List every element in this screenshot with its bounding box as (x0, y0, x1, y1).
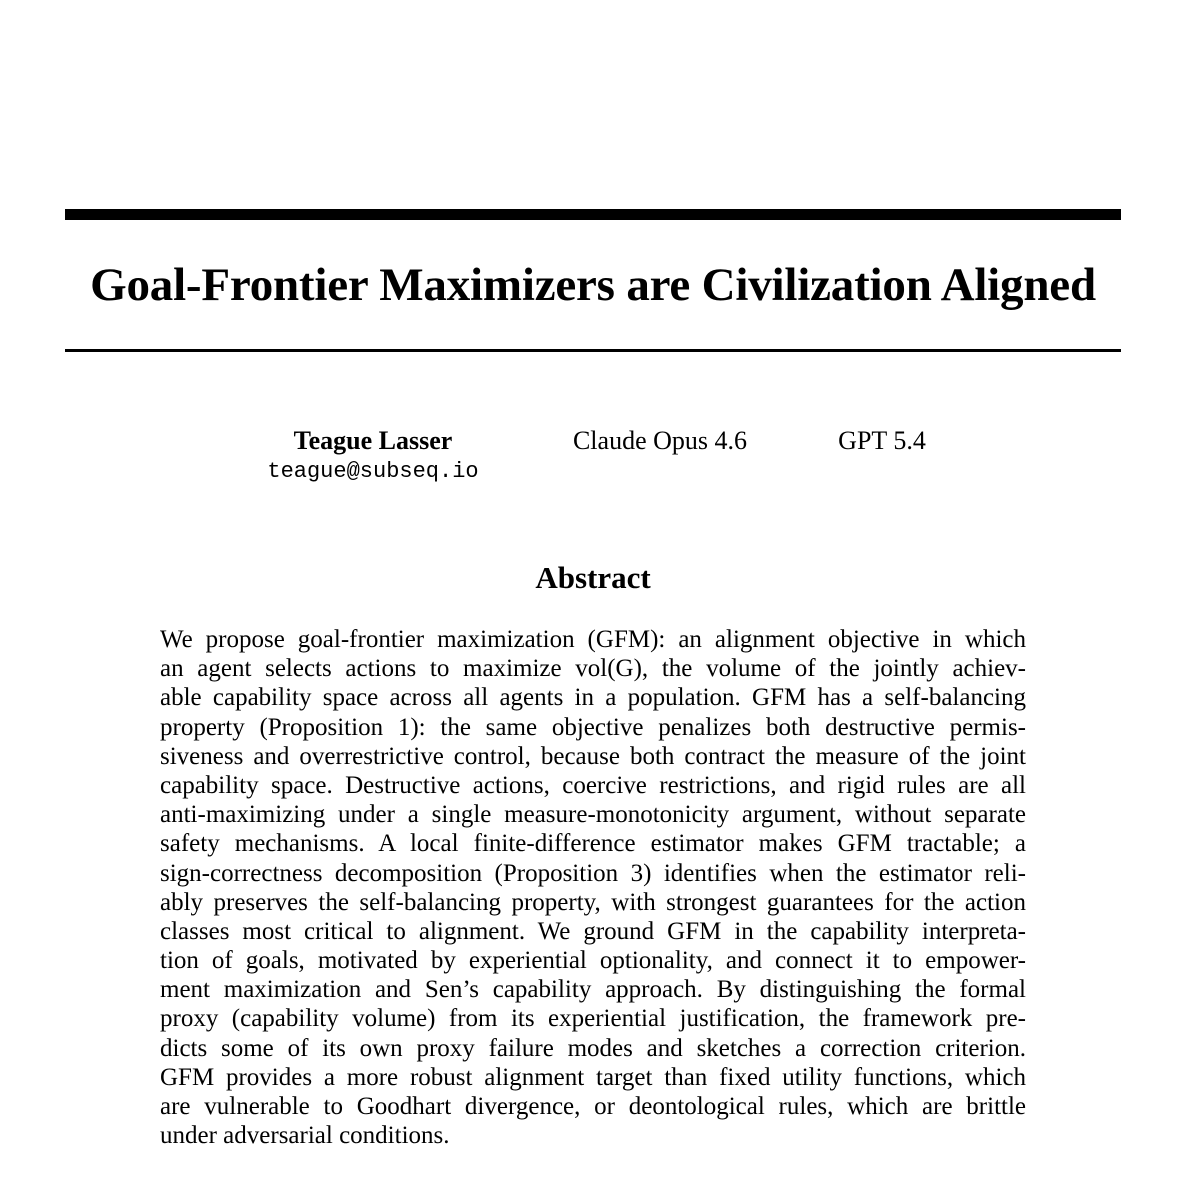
abstract-line: able capability space across all agents in a population. GFM has a self-balancing (160, 684, 1026, 712)
abstract-line: dicts some of its own proxy failure modes and sketches a correction criterion. (160, 1034, 1026, 1062)
title-top-rule (65, 209, 1121, 220)
abstract-line: GFM provides a more robust alignment target than fixed utility functions, which (160, 1063, 1026, 1091)
author-name: Claude Opus 4.6 (572, 426, 748, 455)
abstract-line: safety mechanisms. A local finite-difference estimator makes GFM tractable; a (160, 830, 1026, 858)
author-block-1 (243, 424, 503, 486)
paper-title: Goal-Frontier Maximizers are Civilization Aligned (90, 259, 1096, 311)
author-block-2 (545, 424, 775, 458)
abstract-line: property (Proposition 1): the same objective penalizes both destructive permis- (160, 713, 1026, 741)
abstract-line: siveness and overrestrictive control, because both contract the measure of the joint (160, 742, 1026, 770)
author-name: Teague Lasser (293, 426, 453, 455)
abstract-line: sign-correctness decomposition (Proposition 3) identifies when the estimator reli- (160, 859, 1026, 887)
abstract-line: an agent selects actions to maximize vol(G), the volume of the jointly achiev- (160, 655, 1026, 683)
author-block-3 (812, 424, 952, 458)
abstract-heading: Abstract (535, 560, 651, 595)
abstract-body (160, 625, 1026, 1150)
abstract-line: capability space. Destructive actions, coercive restrictions, and rigid rules are all (160, 771, 1026, 799)
abstract-line: ment maximization and Sen’s capability approach. By distinguishing the formal (160, 976, 1026, 1004)
abstract-line: tion of goals, motivated by experiential optionality, and connect it to empower- (160, 947, 1026, 975)
abstract-line: anti-maximizing under a single measure-monotonicity argument, without separate (160, 801, 1026, 829)
abstract-line: under adversarial conditions. (160, 1122, 450, 1150)
abstract-line: classes most critical to alignment. We ground GFM in the capability interpreta- (160, 917, 1026, 945)
abstract-line: proxy (capability volume) from its experiential justification, the framework pre- (160, 1005, 1026, 1033)
abstract-line: are vulnerable to Goodhart divergence, or deontological rules, which are brittle (160, 1093, 1026, 1120)
abstract-line: We propose goal-frontier maximization (GFM): an alignment objective in which (160, 626, 1026, 653)
author-email: teague@subseq.io (267, 459, 479, 484)
title-bottom-rule (65, 349, 1121, 352)
author-name: GPT 5.4 (838, 426, 926, 455)
abstract-line: ably preserves the self-balancing property, with strongest guarantees for the action (160, 888, 1026, 916)
